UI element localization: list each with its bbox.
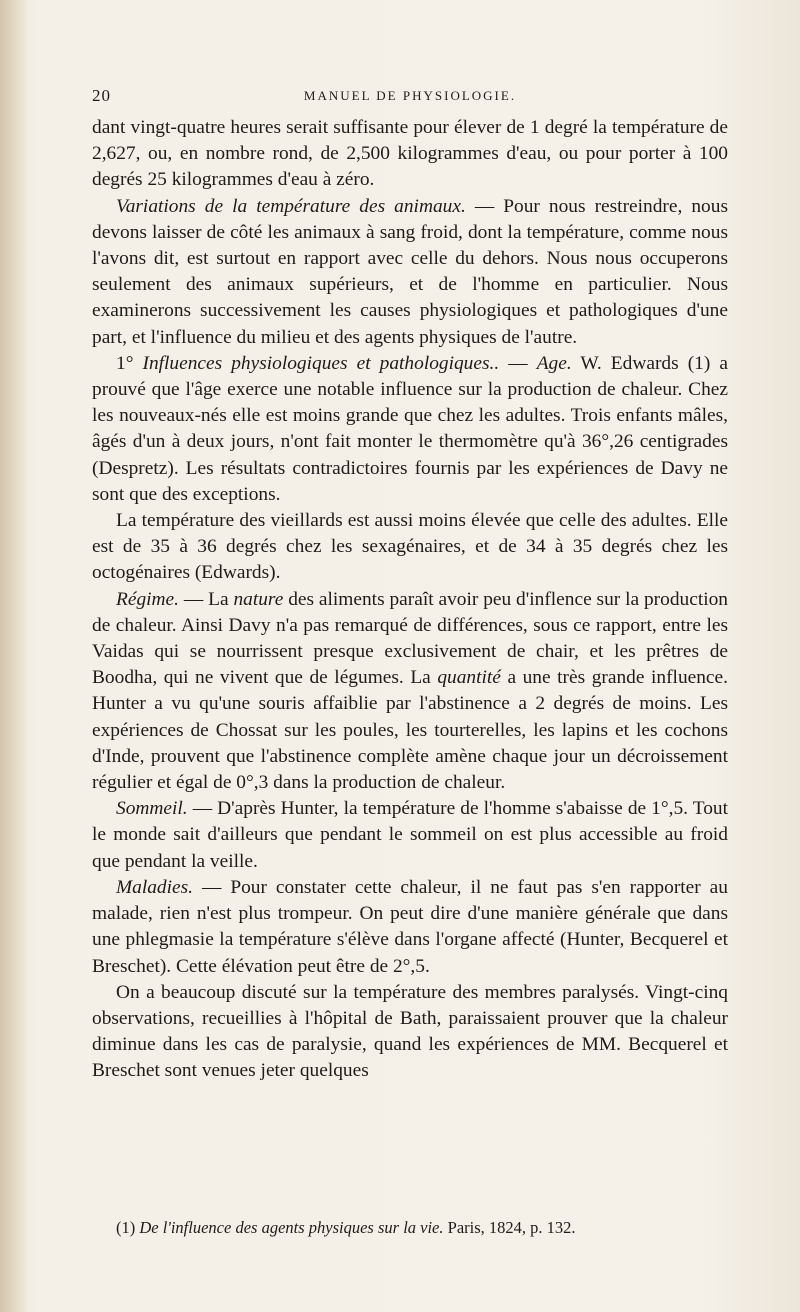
subheading-age: Age. bbox=[536, 352, 572, 374]
footnote-title: De l'influence des agents physiques sur la vie. bbox=[139, 1218, 444, 1237]
page-number: 20 bbox=[92, 86, 111, 105]
paragraph-influences bbox=[92, 351, 728, 508]
subheading-regime: Régime. bbox=[116, 588, 179, 610]
paragraph-text: — La bbox=[179, 588, 234, 610]
paragraph-maladies bbox=[92, 875, 728, 980]
page-edge-stain bbox=[0, 0, 28, 1312]
paragraph-sommeil bbox=[92, 796, 728, 875]
paragraph-text: a une très grande influence. Hunter a vu qu'une souris affaiblie par l'abstinence a 2 degrés de moins. Les expériences de Chossat sur les poules, les tourterelles, les lapins et les cochons d'Inde, prouvent que l'abstinence complète amène chaque jour un décroissement régulier et égal de 0°,3 dans la production de chaleur. bbox=[92, 667, 728, 794]
paragraph-text: — Pour nous restreindre, nous devons laisser de côté les animaux à sang froid, dont la température, comme nous l'avons dit, est surtout en rapport avec celle du dehors. Nous nous occuperons seulement des animaux supérieurs, et de l'homme en particulier. Nous examinerons successivement les causes physiologiques et pathologiques d'une part, et l'influence du milieu et des agents physiques de l'autre. bbox=[92, 195, 728, 348]
running-head: MANUEL DE PHYSIOLOGIE. bbox=[303, 88, 517, 103]
heading-dash: — bbox=[499, 352, 537, 374]
paragraph-continuation: dant vingt-quatre heures serait suffisante pour élever de 1 degré la température de 2,627, ou, en nombre rond, de 2,500 kilogrammes d'eau, ou pour porter à 100 degrés 25 kilogrammes d'eau à zéro. bbox=[92, 117, 728, 191]
paragraph-vieillards: La température des vieillards est aussi moins élevée que celle des adultes. Elle est de 35 à 36 degrés chez les sexagénaires, et de 34 à 35 degrés chez les octogénaires (Edwards). bbox=[92, 510, 728, 584]
section-number: 1° bbox=[116, 352, 143, 374]
paragraph-variations bbox=[92, 194, 728, 351]
footnote-marker: (1) bbox=[116, 1218, 140, 1237]
page-header bbox=[92, 86, 728, 110]
subheading-sommeil: Sommeil. bbox=[116, 798, 188, 820]
paragraph-text: W. Edwards (1) a prouvé que l'âge exerce une notable influence sur la production de chaleur. Chez les nouveaux-nés elle est moins grande que chez les adultes. Trois enfants mâles, âgés d'un à deux jours, n'ont fait monter le thermomètre qu'à 36°,26 centigrades (Despretz). Les résultats contradictoires fournis par les expériences de Davy ne sont que des exceptions. bbox=[92, 352, 728, 505]
paragraph-regime bbox=[92, 587, 728, 797]
emphasis-nature: nature bbox=[233, 588, 284, 610]
section-heading-variations: Variations de la température des animaux. bbox=[116, 195, 466, 217]
footnote bbox=[116, 1217, 728, 1239]
footnote-reference: Paris, 1824, p. 132. bbox=[443, 1218, 576, 1237]
paragraph-paralysies: On a beaucoup discuté sur la température des membres paralysés. Vingt-cinq observations, recueillies à l'hôpital de Bath, paraissaient prouver que la chaleur diminue dans les cas de paralysie, quand les expériences de MM. Becquerel et Breschet sont venues jeter quelques bbox=[92, 981, 728, 1082]
paragraph-text: — Pour constater cette chaleur, il ne faut pas s'en rapporter au malade, rien n'est plus trompeur. On peut dire d'une manière générale que dans une phlegmasie la température s'élève dans l'organe affecté (Hunter, Becquerel et Breschet). Cette élévation peut être de 2°,5. bbox=[92, 876, 728, 977]
body-text bbox=[92, 115, 728, 1085]
paragraph-text: des aliments paraît avoir peu d'inflence sur la production de chaleur. Ainsi Davy n'a pas remarqué de différences, sous ce rapport, entre les Vaidas qui se nourrissent presque exclusivement de chair, et les prêtres de Boodha, qui ne vivent que de légumes. La bbox=[92, 588, 728, 689]
emphasis-quantite: quantité bbox=[437, 667, 501, 689]
paragraph-text: — D'après Hunter, la température de l'homme s'abaisse de 1°,5. Tout le monde sait d'ailleurs que pendant le sommeil on est plus accessible au froid que pendant la veille. bbox=[92, 798, 728, 872]
subheading-maladies: Maladies. bbox=[116, 876, 194, 898]
section-heading-influences: Influences physiologiques et pathologiques.. bbox=[142, 352, 500, 374]
